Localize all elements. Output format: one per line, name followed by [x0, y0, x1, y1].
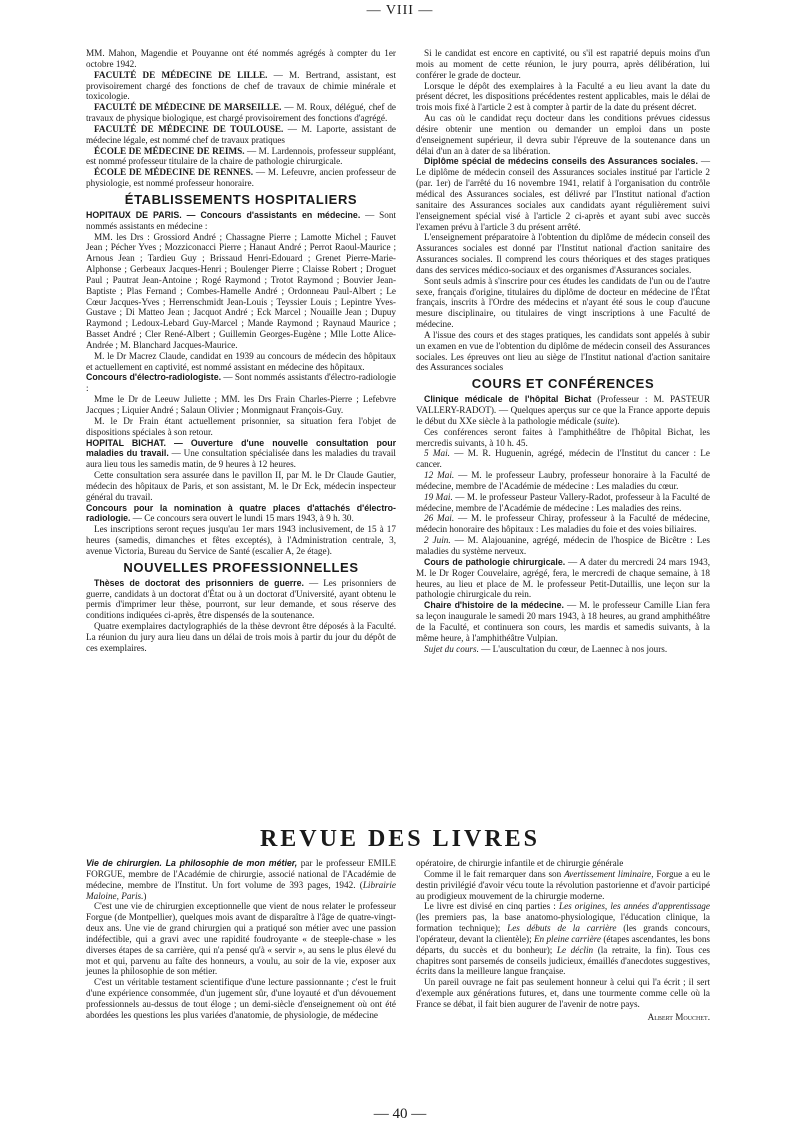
lecture-date: 12 Mai.: [424, 470, 455, 481]
review-paragraph-5: [416, 901, 710, 977]
left-column: [86, 48, 396, 654]
pathologie-subtitle: Cours de pathologie chirurgicale.: [424, 556, 566, 567]
page-header-roman: — VIII —: [366, 3, 434, 18]
book-publisher: Librairie Maloine, Paris.: [86, 879, 396, 901]
review-italic: Les débuts de la carrière: [507, 923, 617, 934]
review-intro: [86, 858, 396, 901]
lecture-text: — M. le professeur Chiray, professeur à la Faculté de médecine, médecin honoraire des hôpitaux : Les maladies du foie et des voies biliaires.: [416, 513, 710, 535]
review-italic: Les origines, les années d'apprentissage: [558, 901, 710, 912]
marseille-text: — M. Roux, délégué, chef de travaux de physique biologique, est chargé provisoirement des fonctions d'agrégé.: [86, 102, 396, 124]
diplome-paragraph: [416, 156, 710, 232]
hopitaux-paris-text: — Sont nommés assistants en médecine :: [86, 209, 396, 231]
reims-paragraph: [86, 146, 396, 168]
bichat-text: — Une consultation spécialisée dans les maladies du travail aura lieu tous les samedis matin, de 9 heures à 12 heures.: [86, 448, 396, 470]
review-paragraph-6: Un pareil ouvrage ne fait pas seulement honneur à celui qui l'a écrit ; il sert d'exemple aux générations futures, et, dans une tourmente comme celle où la France se débat, il fait bien augurer de l'avenir de notre pays.: [416, 977, 710, 1009]
clinique-end: ).: [614, 415, 620, 426]
lecture-19-mai: [416, 492, 710, 514]
enseignement-paragraph: L'enseignement préparatoire à l'obtention du diplôme de médecin conseil des Assurances sociales est donné par l'Institut national d'action sanitaire des Assurances sociales. Il comprend les cours théoriques et des stages pratiques dans des services médico-sociaux et des organismes d'Assurances sociales.: [416, 232, 710, 275]
review-right-column: [416, 858, 710, 1023]
hopitaux-paris-paragraph: [86, 210, 396, 232]
review-paragraph-4: [416, 869, 710, 902]
review-italic: Le déclin: [556, 944, 594, 955]
electro-subtitle: Concours d'électro-radiologiste.: [86, 372, 222, 383]
sujet-label: Sujet du cours.: [424, 643, 479, 654]
agreges-paragraph: MM. Mahon, Magendie et Pouyanne ont été nommés agrégés à compter du 1er octobre 1942.: [86, 48, 396, 69]
diplome-subtitle: Diplôme spécial de médecins conseils des Assurances sociales.: [424, 156, 698, 167]
assistants-names: MM. les Drs : Grossiord André ; Chassagne Pierre ; Lamotte Michel ; Fauvet Jean ; Pécher Yves ; Mozziconacci Pierre ; Hanaut André ; Perrot Raoul-Maurice ; Arnous Jean ; Tardieu Guy ; Brissaud Henri-Edouard ; Grenet Pierre-Marie-Alphonse ; Gerbeaux Jacques-Henri ; Boulenger Pierre ; Claisse Robert ; Droguet Paul ; Pautrat Jean-Antoine ; Rogé Raymond ; Trotot Raymond ; Bouvier Jean-Baptiste ; Plas Fernand ; Combes-Hamelle André ; Ordonneau Paul-Albert ; Le Cœur Jacques-Yves ; Herrenschmidt Jean-Louis ; Teyssier Louis ; Lepintre Yves-Gustave ; Di Matteo Jean ; Jacquot André ; Eck Marcel ; Nouaille Jean ; Dupuy Raymond ; Ledoux-Lebard Guy-Marcel ; Mande Raymond ; Raynaud Maurice ; Basset André ; Cler René-Albert ; Guillemin Georges-Eugène ; Mlle Lotte Alice-Andrée ; M. Blanchard Jacques-Maurice.: [86, 231, 396, 350]
sujet-paragraph: [416, 644, 710, 655]
sujet-text: — L'auscultation du cœur, de Laennec à nos jours.: [478, 643, 668, 654]
marseille-paragraph: [86, 102, 396, 124]
cours-heading: COURS ET CONFÉRENCES: [471, 376, 655, 392]
lecture-text: — M. le professeur Pasteur Vallery-Radot, professeur à la Faculté de médecine, membre de l'Académie de médecine : Les maladies des reins.: [416, 491, 710, 513]
frain-paragraph: M. le Dr Frain étant actuellement prisonnier, sa situation fera l'objet de dispositions spéciales à son retour.: [86, 415, 396, 437]
review-text: (étapes ascendantes, les bons départs, du succès et du bonheur);: [416, 933, 711, 955]
hospitals-heading: ÉTABLISSEMENTS HOSPITALIERS: [124, 191, 358, 207]
reims-title: ÉCOLE DE MÉDECINE DE REIMS.: [94, 145, 245, 156]
attaches-subtitle: Concours pour la nomination à quatre places d'attachés d'électro-radiologie.: [86, 502, 396, 524]
toulouse-title: FACULTÉ DE MÉDECINE DE TOULOUSE.: [94, 123, 284, 134]
inscription-paragraph: Sont seuls admis à s'inscrire pour ces études les candidats de l'un ou de l'autre sexe, français d'origine, titulaires du diplôme de docteur en médecine de l'État français, inscrits à l'Ordre des médecins et n'ayant été sous le coup d'aucune mesure disciplinaire, ou titulaires de vingt inscriptions à une Faculté de médecine.: [416, 275, 710, 330]
theses-text: — Les prisonniers de guerre, candidats à un doctorat d'État ou à un doctorat d'Université, ayant obtenu le permis d'imprimer leur thèse, pourront, sur leur demande, et sous réserve des conditions indiquées ci-après, être dispensés de la soutenance.: [86, 577, 396, 621]
clinique-text: (Professeur : M. PASTEUR VALLERY-RADOT). — Quelques aperçus sur ce que la France apporte depuis le début du XXe siècle à la pathologie médicale (: [416, 394, 710, 426]
diplome-text: — Le diplôme de médecin conseil des Assurances sociales institué par l'article 2 (par. 1er) de l'arrêté du 16 novembre 1941, relatif à l'organisation du contrôle médical des Assurances sociales, est délivré par l'Institut national d'action sanitaire des Assurances sociales aux candidats ayant régulièrement suivi l'enseignement spécial visé à l'article 2 ci-après et ayant subi avec succès l'examen prévu à l'article 3 du présent arrêté.: [416, 156, 711, 232]
review-text: (les grands concours, l'opérateur, devant la clientèle);: [416, 923, 710, 944]
review-heading: REVUE DES LIVRES: [259, 826, 541, 852]
book-details: par le professeur EMILE FORGUE, membre de l'Académie de chirurgie, associé national de l'Académie de médecine, membre de l'Institut. Un fort volume de 393 pages, 1942. (: [86, 858, 396, 890]
conferences-paragraph: Ces conférences seront faites à l'amphithéâtre de l'hôpital Bichat, les mercredis suivants, à 10 h. 45.: [416, 426, 710, 448]
review-continuation: opératoire, de chirurgie infantile et de chirurgie générale: [416, 858, 624, 868]
lecture-text: — M. R. Huguenin, agrégé, médecin de l'Institut du cancer : Le cancer.: [416, 448, 710, 470]
bichat-subtitle: HOPITAL BICHAT. — Ouverture d'une nouvelle consultation pour maladies du travail.: [86, 437, 396, 459]
histoire-subtitle: Chaire d'histoire de la médecine.: [424, 600, 564, 611]
pathologie-text: — A dater du mercredi 24 mars 1943, M. le Dr Roger Couvelaire, agrégé, fera, le mercredi de chaque semaine, à 18 heures, au lieu et place de M. le professeur Petit-Dutaillis, une leçon sur la pathologie chirurgicale du rein.: [416, 556, 710, 600]
review-text: Le livre est divisé en cinq parties :: [424, 901, 559, 912]
clinique-suite: suite: [596, 415, 615, 426]
book-details-end: ): [143, 890, 147, 901]
review-text: (la retraite, la fin). Tous ces chapitres sont parsemés de conseils judicieux, émaillés d'anecdotes suggestives, écrits dans la meilleure langue française.: [416, 944, 710, 977]
lecture-2-juin: [416, 535, 710, 557]
macrez-paragraph: M. le Dr Macrez Claude, candidat en 1939 au concours de médecin des hôpitaux et actuellement en captivité, est nommé assistant en médecine des hôpitaux.: [86, 350, 396, 372]
lecture-date: 5 Mai.: [424, 448, 450, 459]
lille-title: FACULTÉ DE MÉDECINE DE LILLE.: [94, 69, 268, 80]
clinique-paragraph: [416, 394, 710, 427]
electro-names: Mme le Dr de Leeuw Juliette ; MM. les Drs Frain Charles-Pierre ; Lefebvre Jacques ; Liquier André ; Salaun Olivier ; Monmignaut François-Guy.: [86, 394, 396, 415]
lille-text: — M. Bertrand, assistant, est provisoirement chargé des fonctions de chef de travaux de chimie minérale et toxicologie.: [86, 69, 396, 102]
electro-text: — Sont nommés assistants d'électro-radiologie :: [86, 372, 397, 394]
pathologie-paragraph: [416, 557, 710, 600]
lecture-date: 26 Mai.: [424, 513, 455, 524]
lecture-12-mai: [416, 470, 710, 492]
bichat-paragraph-2: Cette consultation sera assurée dans le pavillon II, par M. le Dr Claude Gautier, médecin des hôpitaux de Paris, et son assistant, M. le Dr Eck, médecin inspecteur général du travail.: [86, 470, 396, 502]
toulouse-paragraph: [86, 124, 396, 146]
bichat-paragraph: [86, 438, 396, 471]
review-left-column: [86, 858, 396, 1021]
review-paragraph-3: C'est un véritable testament scientifique d'une lecture passionnante ; c'est le fruit d'une expérience consommée, d'un jugement sûr, d'une loyauté et d'un dévouement professionnels au-dessus de tout éloge ; un demi-siècle d'enseignement où ont été abordées les questions les plus variées d'anatomie, de physiologie, de médecine: [86, 977, 396, 1020]
lecture-text: — M. Alajouanine, agrégé, médecin de l'hospice de Bicêtre : Les maladies du système nerveux.: [416, 535, 710, 556]
right-column: [416, 48, 710, 654]
review-italic: Avertissement liminaire,: [564, 868, 654, 879]
lecture-date: 2 Juin.: [424, 535, 451, 546]
lecture-date: 19 Mai.: [424, 491, 453, 502]
lecture-text: — M. le professeur Laubry, professeur honoraire à la Faculté de médecine, membre de l'Académie de médecine : Les maladies du cœur.: [416, 470, 711, 491]
book-title: Vie de chirurgien. La philosophie de mon métier,: [86, 858, 298, 868]
hopitaux-paris-subtitle: HOPITAUX DE PARIS. — Concours d'assistants en médecine.: [86, 209, 361, 220]
depot-paragraph: Lorsque le dépôt des exemplaires à la Faculté a eu lieu avant la date du présent décret, les dispositions précédentes restent applicables, mais le délai de trois mois fixé à l'article 2 est à compter à partir de la date du présent décret.: [416, 80, 710, 113]
examen-paragraph: A l'issue des cours et des stages pratiques, les candidats sont appelés à subir un examen en vue de l'obtention du diplôme de médecin conseil des Assurances sociales. Les épreuves ont lieu au siège de l'Institut national d'action sanitaire des Assurances sociales: [416, 329, 710, 373]
lecture-26-mai: [416, 513, 710, 535]
news-heading: NOUVELLES PROFESSIONNELLES: [123, 559, 359, 575]
review-text: (les premiers pas, la base anatomo-physiologique, l'éducation clinique, la formation technique);: [416, 912, 710, 934]
review-paragraph-2: C'est une vie de chirurgien exceptionnelle que vient de nous relater le professeur Forgue (de Montpellier), quelques mois avant de disparaître à l'âge de quatre-vingt-deux ans. Une vie de grand chirurgien qui a pratiqué son métier avec une passion indéfectible, qui a gravi avec une rapidité foudroyante « de steeple-chase » les diverses étapes de sa carrière, qui n'a pensé qu'à « servir », au sens le plus élevé du mot et qui, parvenu au faîte des honneurs, a voulu, au soir de la vie, exposer aux jeunes la philosophie de son métier.: [86, 901, 396, 977]
theses-paragraph-2: Quatre exemplaires dactylographiés de la thèse devront être déposés à la Faculté. La réunion du jury aura lieu dans un délai de trois mois à partir du jour du dépôt de ces exemplaires.: [86, 621, 396, 653]
clinique-subtitle: Clinique médicale de l'hôpital Bichat: [424, 394, 592, 405]
histoire-paragraph: [416, 600, 710, 643]
mention-paragraph: Au cas où le candidat reçu docteur dans les conditions prévues cidessus désire obtenir une mention ou demander un emploi dans un poste d'enseignement supérieur, il devra subir l'épreuve de la soutenance dans un délai d'un an à dater de sa libération.: [416, 113, 710, 156]
lille-paragraph: [86, 70, 396, 103]
theses-paragraph: [86, 578, 396, 621]
toulouse-text: — M. Laporte, assistant de médecine légale, est nommé chef de travaux pratiques: [86, 123, 396, 145]
histoire-text: — M. le professeur Camille Lian fera sa leçon inaugurale le samedi 20 mars 1943, à 18 heures, au grand amphithéâtre de la Faculté, et continuera son cours, les mardis et samedis suivants, à la même heure, à l'amphithéâtre Vulpian.: [416, 600, 710, 643]
inscriptions-paragraph: Les inscriptions seront reçues jusqu'au 1er mars 1943 inclusivement, de 15 à 17 heures (samedis, dimanches et fêtes exceptés), à l'Administration centrale, 3, avenue Victoria, Bureau du Service de Santé (escalier A, 2e étage).: [86, 524, 396, 556]
review-signature: Albert Mouchet.: [647, 1011, 710, 1022]
review-text: Forgue a eu le destin privilégié d'avoir vécu toute la révolution pastorienne et d'avoir participé au prodigieux mouvement de la chirurgie moderne.: [416, 868, 711, 901]
page-number: — 40 —: [373, 1106, 427, 1122]
rennes-paragraph: [86, 167, 396, 189]
electro-paragraph: [86, 372, 396, 394]
review-italic: En pleine carrière: [533, 933, 601, 944]
attaches-paragraph: [86, 503, 396, 525]
captivite-paragraph: Si le candidat est encore en captivité, ou s'il est rapatrié depuis moins d'un mois au moment de cette réunion, le jury pourra, après délibération, lui conférer le grade de docteur.: [416, 48, 710, 80]
lecture-5-mai: [416, 448, 710, 470]
review-text: Comme il le fait remarquer dans son: [424, 868, 565, 879]
theses-subtitle: Thèses de doctorat des prisonniers de guerre.: [94, 577, 304, 588]
rennes-title: ÉCOLE DE MÉDECINE DE RENNES.: [94, 167, 254, 178]
attaches-text: — Ce concours sera ouvert le lundi 15 mars 1943, à 9 h. 30.: [130, 513, 354, 524]
rennes-text: — M. Lefeuvre, ancien professeur de physiologie, est nommé professeur honoraire.: [86, 167, 397, 189]
marseille-title: FACULTÉ DE MÉDECINE DE MARSEILLE.: [94, 102, 282, 113]
reims-text: — M. Lardennois, professeur suppléant, est nommé professeur titulaire de la chaire de pathologie chirurgicale.: [86, 145, 396, 167]
